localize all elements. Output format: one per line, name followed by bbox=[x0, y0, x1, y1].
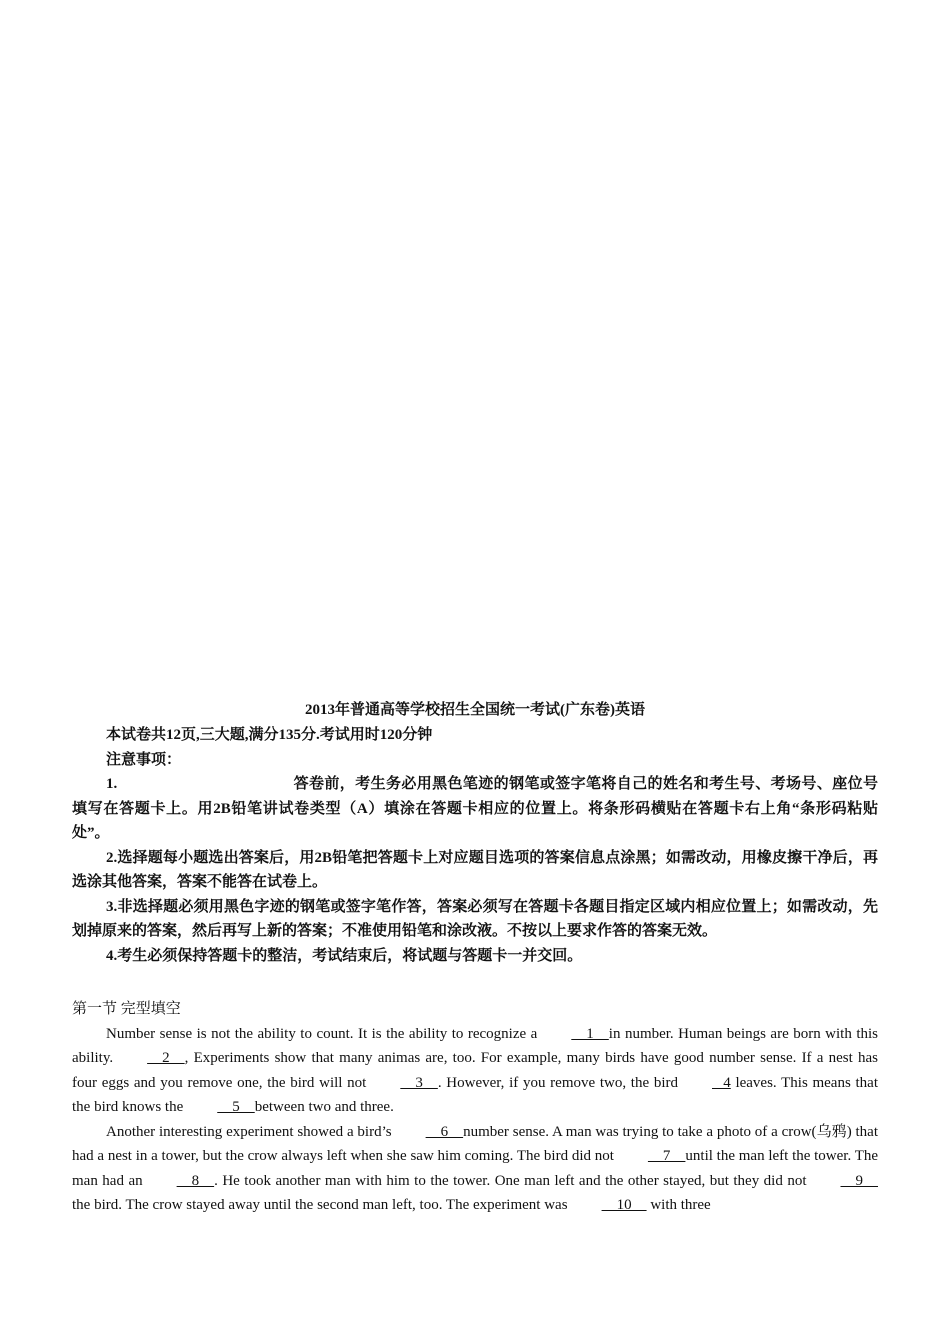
section-title: 第一节 完型填空 bbox=[72, 1001, 181, 1017]
blank-6: 6 bbox=[425, 1123, 464, 1140]
blank-10: 10 bbox=[601, 1197, 647, 1213]
note-1-number: 1. bbox=[106, 776, 118, 792]
blank-4: 4 bbox=[712, 1074, 731, 1091]
passage-text: between two and three. bbox=[254, 1099, 394, 1115]
cloze-section bbox=[72, 997, 878, 1218]
exam-intro: 本试卷共12页,三大题,满分135分.考试用时120分钟 bbox=[106, 727, 433, 743]
passage-text: leaves. This means that the bird knows the bbox=[72, 1074, 878, 1115]
blank-1: 1 bbox=[571, 1025, 609, 1042]
passage-text: until the man left the tower. The man had an bbox=[72, 1148, 879, 1189]
note-4: 4.考生必须保持答题卡的整洁，考试结束后，将试题与答题卡一并交回。 bbox=[106, 947, 583, 964]
passage-text: , Experiments show that many animas are, too. For example, many birds have good number sense. If a nest has four eggs and you remove one, the bird will not bbox=[72, 1050, 878, 1091]
passage-text: Another interesting experiment showed a bird’s bbox=[106, 1123, 392, 1140]
blank-5: 5 bbox=[217, 1099, 255, 1115]
note-1 bbox=[72, 772, 878, 846]
exam-instructions bbox=[72, 723, 878, 968]
cloze-paragraph-1 bbox=[72, 1022, 878, 1120]
note-1-text: 答卷前，考生务必用黑色笔迹的钢笔或签字笔将自己的姓名和考生号、考场号、座位号填写在答题卡上。用2B铅笔讲试卷类型（A）填涂在答题卡相应的位置上。将条形码横贴在答题卡右上角“条形码粘贴处”。 bbox=[72, 776, 878, 841]
notes-heading: 注意事项： bbox=[106, 751, 182, 768]
cloze-paragraph-2 bbox=[72, 1120, 878, 1218]
note-3: 3.非选择题必须用黑色字迹的钢笔或签字笔作答，答案必须写在答题卡各题目指定区域内相应位置上；如需改动，先划掉原来的答案，然后再写上新的答案；不准使用铅笔和涂改液。不按以上要求作答的答案无效。 bbox=[72, 898, 878, 939]
blank-8: 8 bbox=[176, 1172, 215, 1189]
passage-text: in number. Human beings are born with this ability. bbox=[72, 1025, 878, 1066]
blank-2: 2 bbox=[147, 1050, 185, 1066]
blank-9: 9 bbox=[840, 1172, 878, 1189]
blank-3: 3 bbox=[400, 1074, 438, 1091]
passage-text: . He took another man with him to the tower. One man left and the other stayed, but they did not bbox=[214, 1172, 807, 1189]
passage-text: with three bbox=[646, 1197, 711, 1213]
passage-text: number sense. A man was trying to take a photo of a crow(乌鸦) that had a nest in a tower, but the crow always left when she saw him coming. The bird did not bbox=[72, 1123, 878, 1164]
passage-text: . However, if you remove two, the bird bbox=[437, 1074, 678, 1091]
note-2: 2.选择题每小题选出答案后，用2B铅笔把答题卡上对应题目选项的答案信息点涂黑；如需改动，用橡皮擦干净后，再选涂其他答案，答案不能答在试卷上。 bbox=[72, 849, 878, 890]
exam-title: 2013年普通高等学校招生全国统一考试(广东卷)英语 bbox=[305, 702, 645, 718]
passage-text: Number sense is not the ability to count. It is the ability to recognize a bbox=[106, 1025, 538, 1042]
blank-7: 7 bbox=[647, 1148, 686, 1164]
passage-text: the bird. The crow stayed away until the second man left, too. The experiment was bbox=[72, 1197, 568, 1213]
